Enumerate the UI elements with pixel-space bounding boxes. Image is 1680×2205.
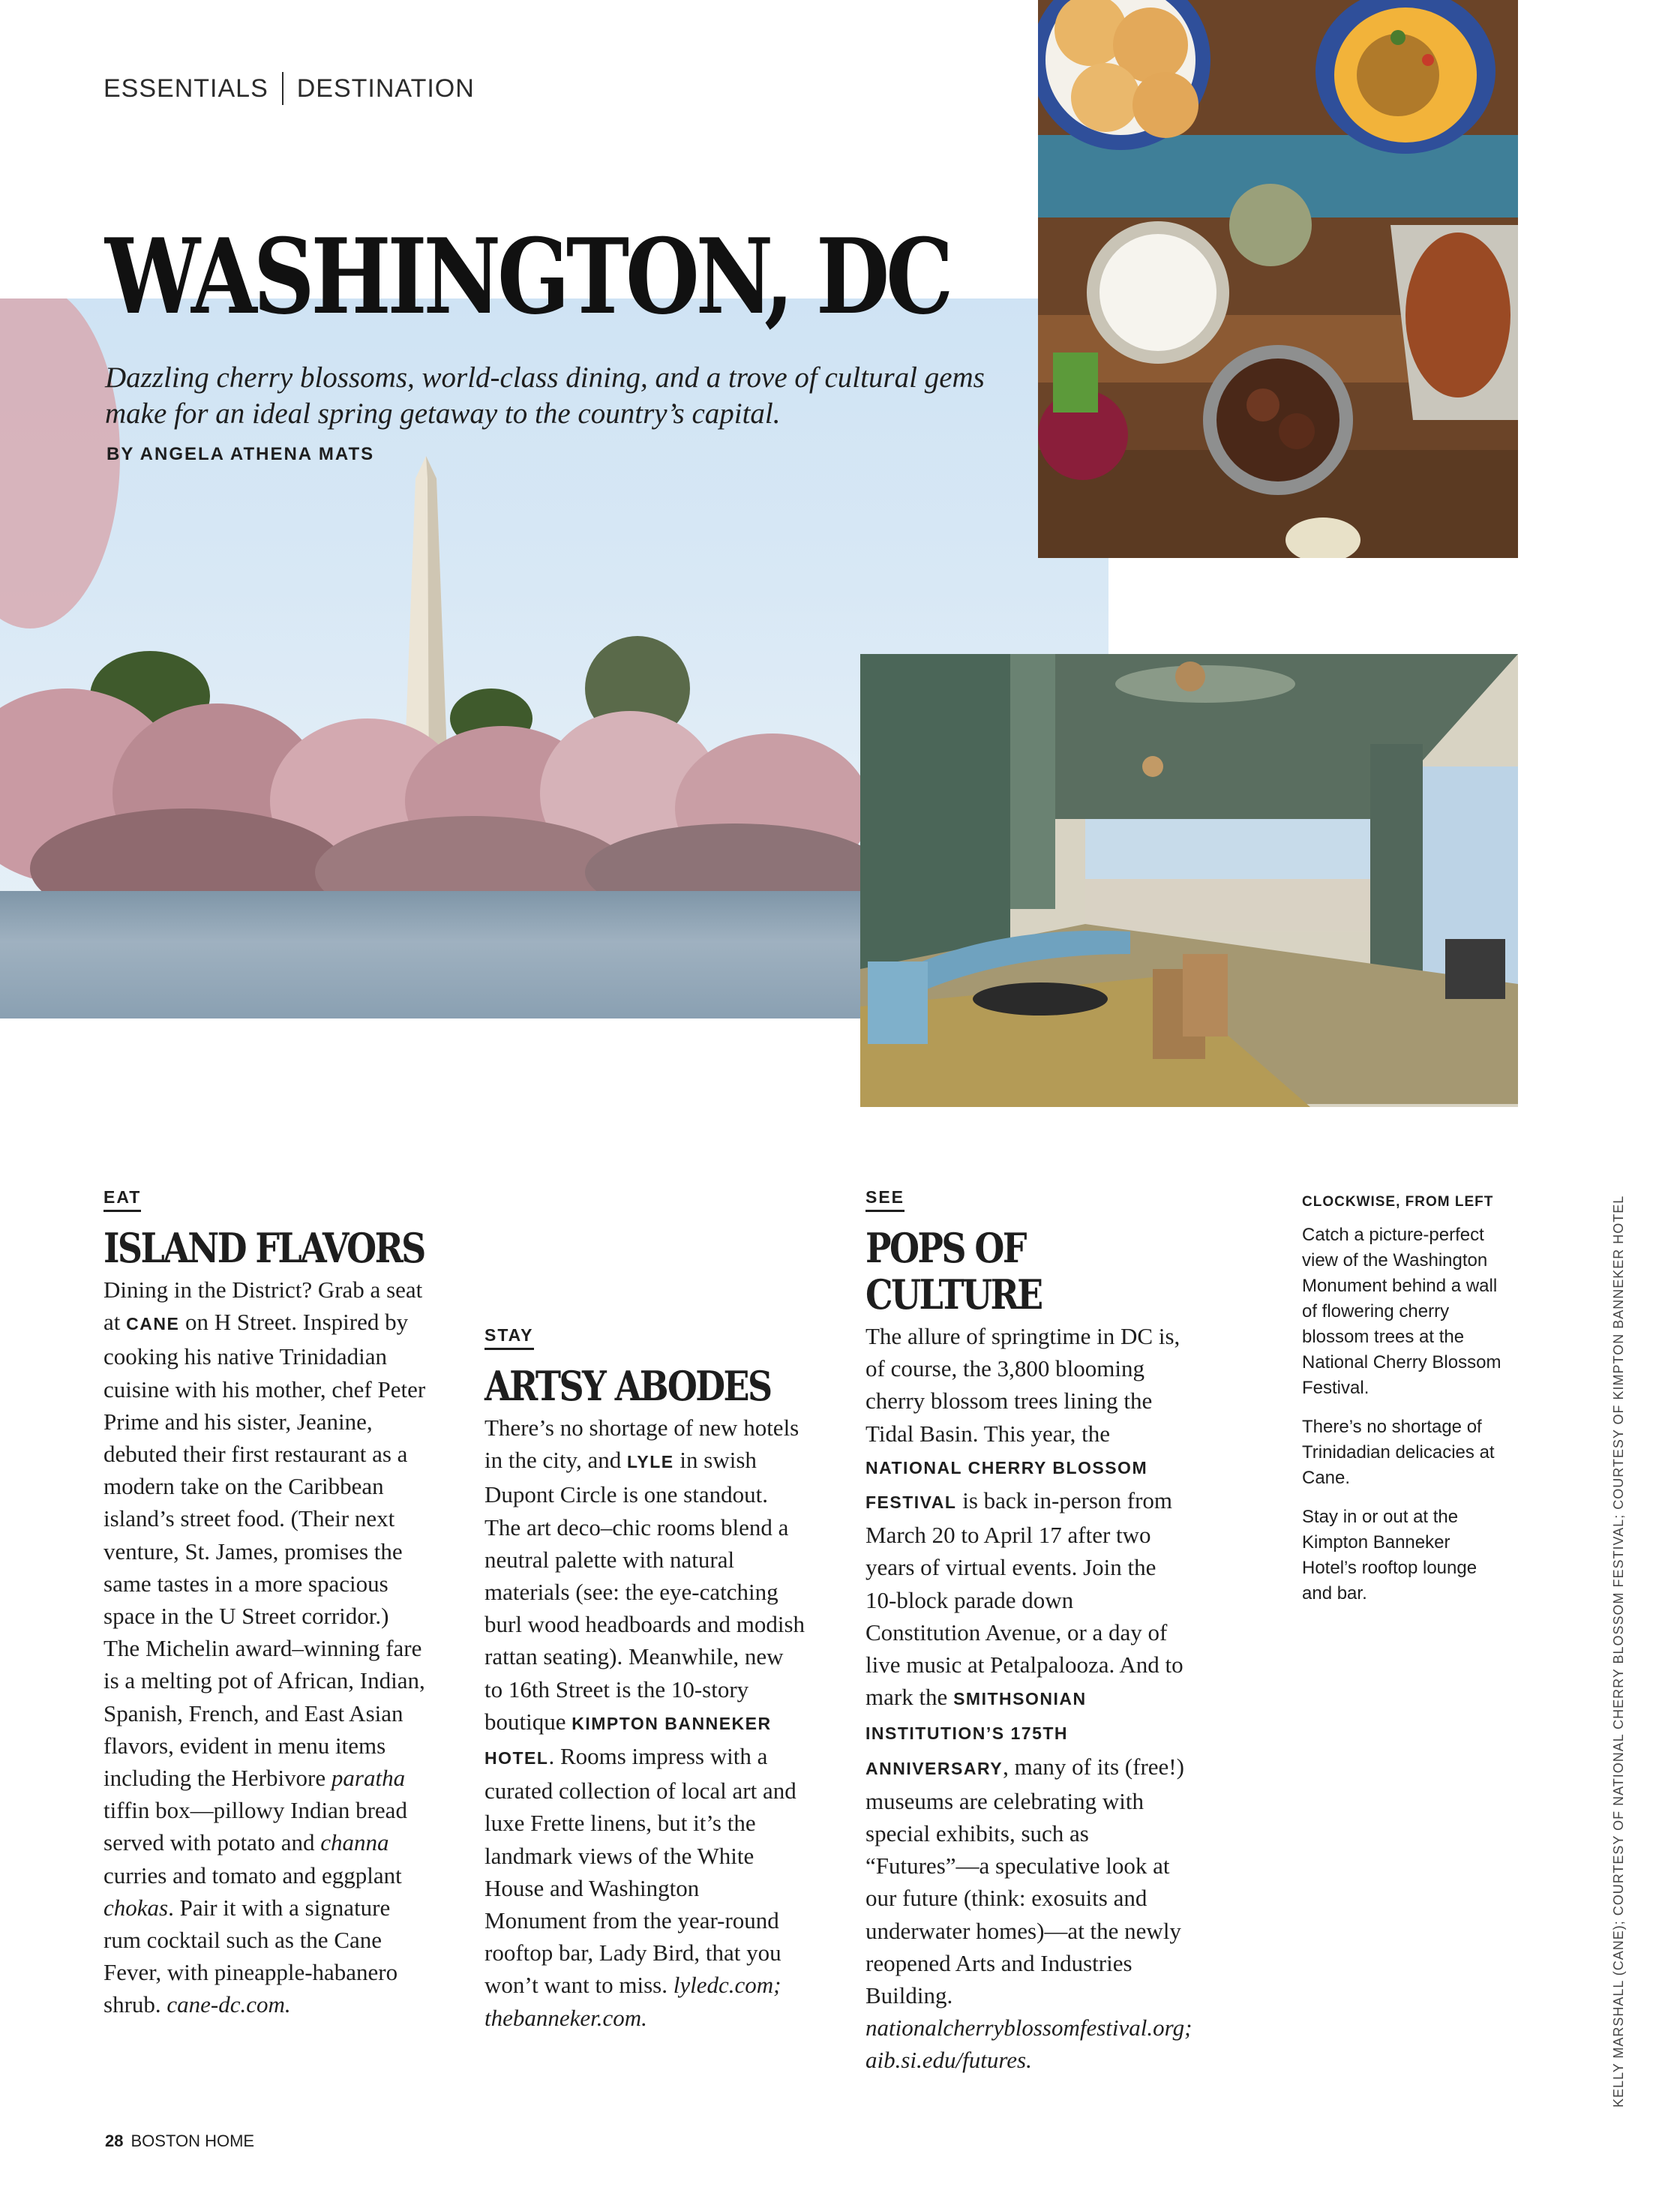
venue-cane: CANE [126, 1314, 180, 1334]
blossom-trees [0, 718, 862, 906]
photo-credit: KELLY MARSHALL (CANE); COURTESY OF NATIONAL CHERRY BLOSSOM FESTIVAL; COURTESY OF KIMPTON BANNEKER HOTEL [1611, 1195, 1626, 2108]
see-url: nationalcherryblossomfestival.org; aib.si.edu/futures. [866, 2014, 1192, 2074]
venue-cherry-festival: NATIONAL CHERRY BLOSSOM FESTIVAL [866, 1457, 1148, 1513]
venue-banneker: KIMPTON BANNEKER HOTEL [484, 1713, 772, 1768]
stay-label: STAY [484, 1324, 534, 1350]
section-name: ESSENTIALS [104, 74, 268, 103]
stay-heading: ARTSY ABODES [484, 1362, 771, 1410]
captions-label: CLOCKWISE, FROM LEFT [1302, 1194, 1494, 1210]
venue-lyle: LYLE [626, 1452, 674, 1472]
food-photo-illustration [1038, 0, 1518, 558]
subsection-name: DESTINATION [296, 74, 475, 103]
eat-body: Dining in the District? Grab a seat at CANE on H Street. Inspired by cooking his native Trinidadian cuisine with his mother, chef Peter Prime and his sister, Jeanine, debuted their first restaurant as a modern take on the Caribbean island’s street food. (Their next venture, St. James, promises the same tastes in a more spacious space in the U Street corridor.) The Michelin award–winning fare is a melting pot of African, Indian, Spanish, French, and East Asian flavors, evident in menu items including the Herbivore paratha tiffin box—pillowy Indian bread served with potato and channa curries and tomato and eggplant chokas. Pair it with a signature rum cocktail such as the Cane Fever, with pineapple-habanero shrub. cane-dc.com. [104, 1276, 426, 2018]
venue-smithsonian: SMITHSONIAN INSTITUTION’S 175TH ANNIVERSARY [866, 1689, 1087, 1778]
publication-name: BOSTON HOME [130, 2132, 255, 2150]
article-title: WASHINGTON, DC [105, 215, 950, 338]
lounge-photo-illustration [860, 654, 1518, 1107]
stay-url: lyledc.com; thebanneker.com. [484, 1972, 782, 2031]
see-body: The allure of springtime in DC is, of course, the 3,800 blooming cherry blossom trees lining the Tidal Basin. This year, the NATIONAL CHERRY BLOSSOM FESTIVAL is back in-person from March 20 to April 17 after two years of virtual events. Join the 10-block parade down Constitution Avenue, or a day of live music at Petalpalooza. And to mark the SMITHSONIAN INSTITUTION’S 175TH ANNIVERSARY, many of its (free!) museums are celebrating with special exhibits, such as “Futures”—a speculative look at our future (think: exosuits and underwater homes)—at the newly reopened Arts and Industries Building. nationalcherryblossomfestival.org; aib.si.edu/futures. [866, 1323, 1192, 2074]
see-column [866, 1179, 1192, 2077]
kicker-divider [282, 72, 284, 105]
food-photo-cane [1038, 0, 1518, 558]
lounge-photo-banneker [860, 654, 1518, 1107]
stay-column [484, 1317, 807, 2034]
see-label: SEE [866, 1186, 904, 1212]
page-number: 28 [105, 2132, 124, 2150]
tidal-basin-water [0, 891, 862, 1018]
article-dek: Dazzling cherry blossoms, world-class dining, and a trove of cultural gems make for an ideal spring getaway to the country’s capital. [105, 362, 985, 430]
caption-monument: Catch a picture-perfect view of the Washington Monument behind a wall of flowering cherry blossom trees at the National Cherry Blossom Festival. [1302, 1225, 1502, 1398]
photo-captions [1302, 1190, 1504, 1620]
article-byline: BY ANGELA ATHENA MATS [106, 444, 375, 464]
see-heading-line2: CULTURE [866, 1270, 1042, 1318]
eat-column [104, 1179, 426, 2021]
caption-banneker: Stay in or out at the Kimpton Banneker Hotel’s rooftop lounge and bar. [1302, 1507, 1478, 1604]
stay-body: There’s no shortage of new hotels in the city, and LYLE in swish Dupont Circle is one standout. The art deco–chic rooms blend a neutral palette with natural materials (see: the eye-catching burl wood headboards and modish rattan seating). Meanwhile, new to 16th Street is the 10-story boutique KIMPTON BANNEKER HOTEL. Rooms impress with a curated collection of local art and luxe Frette linens, but it’s the landmark views of the White House and Washington Monument from the year-round rooftop bar, Lady Bird, that you won’t want to miss. lyledc.com; thebanneker.com. [484, 1414, 806, 2031]
page-folio [105, 2132, 254, 2151]
eat-label: EAT [104, 1186, 141, 1212]
section-kicker [104, 72, 475, 105]
eat-url: cane-dc.com. [166, 1991, 291, 2018]
caption-cane: There’s no shortage of Trinidadian delicacies at Cane. [1302, 1417, 1495, 1488]
eat-heading: ISLAND FLAVORS [104, 1224, 424, 1272]
see-heading-line1: POPS OF [866, 1224, 1025, 1272]
